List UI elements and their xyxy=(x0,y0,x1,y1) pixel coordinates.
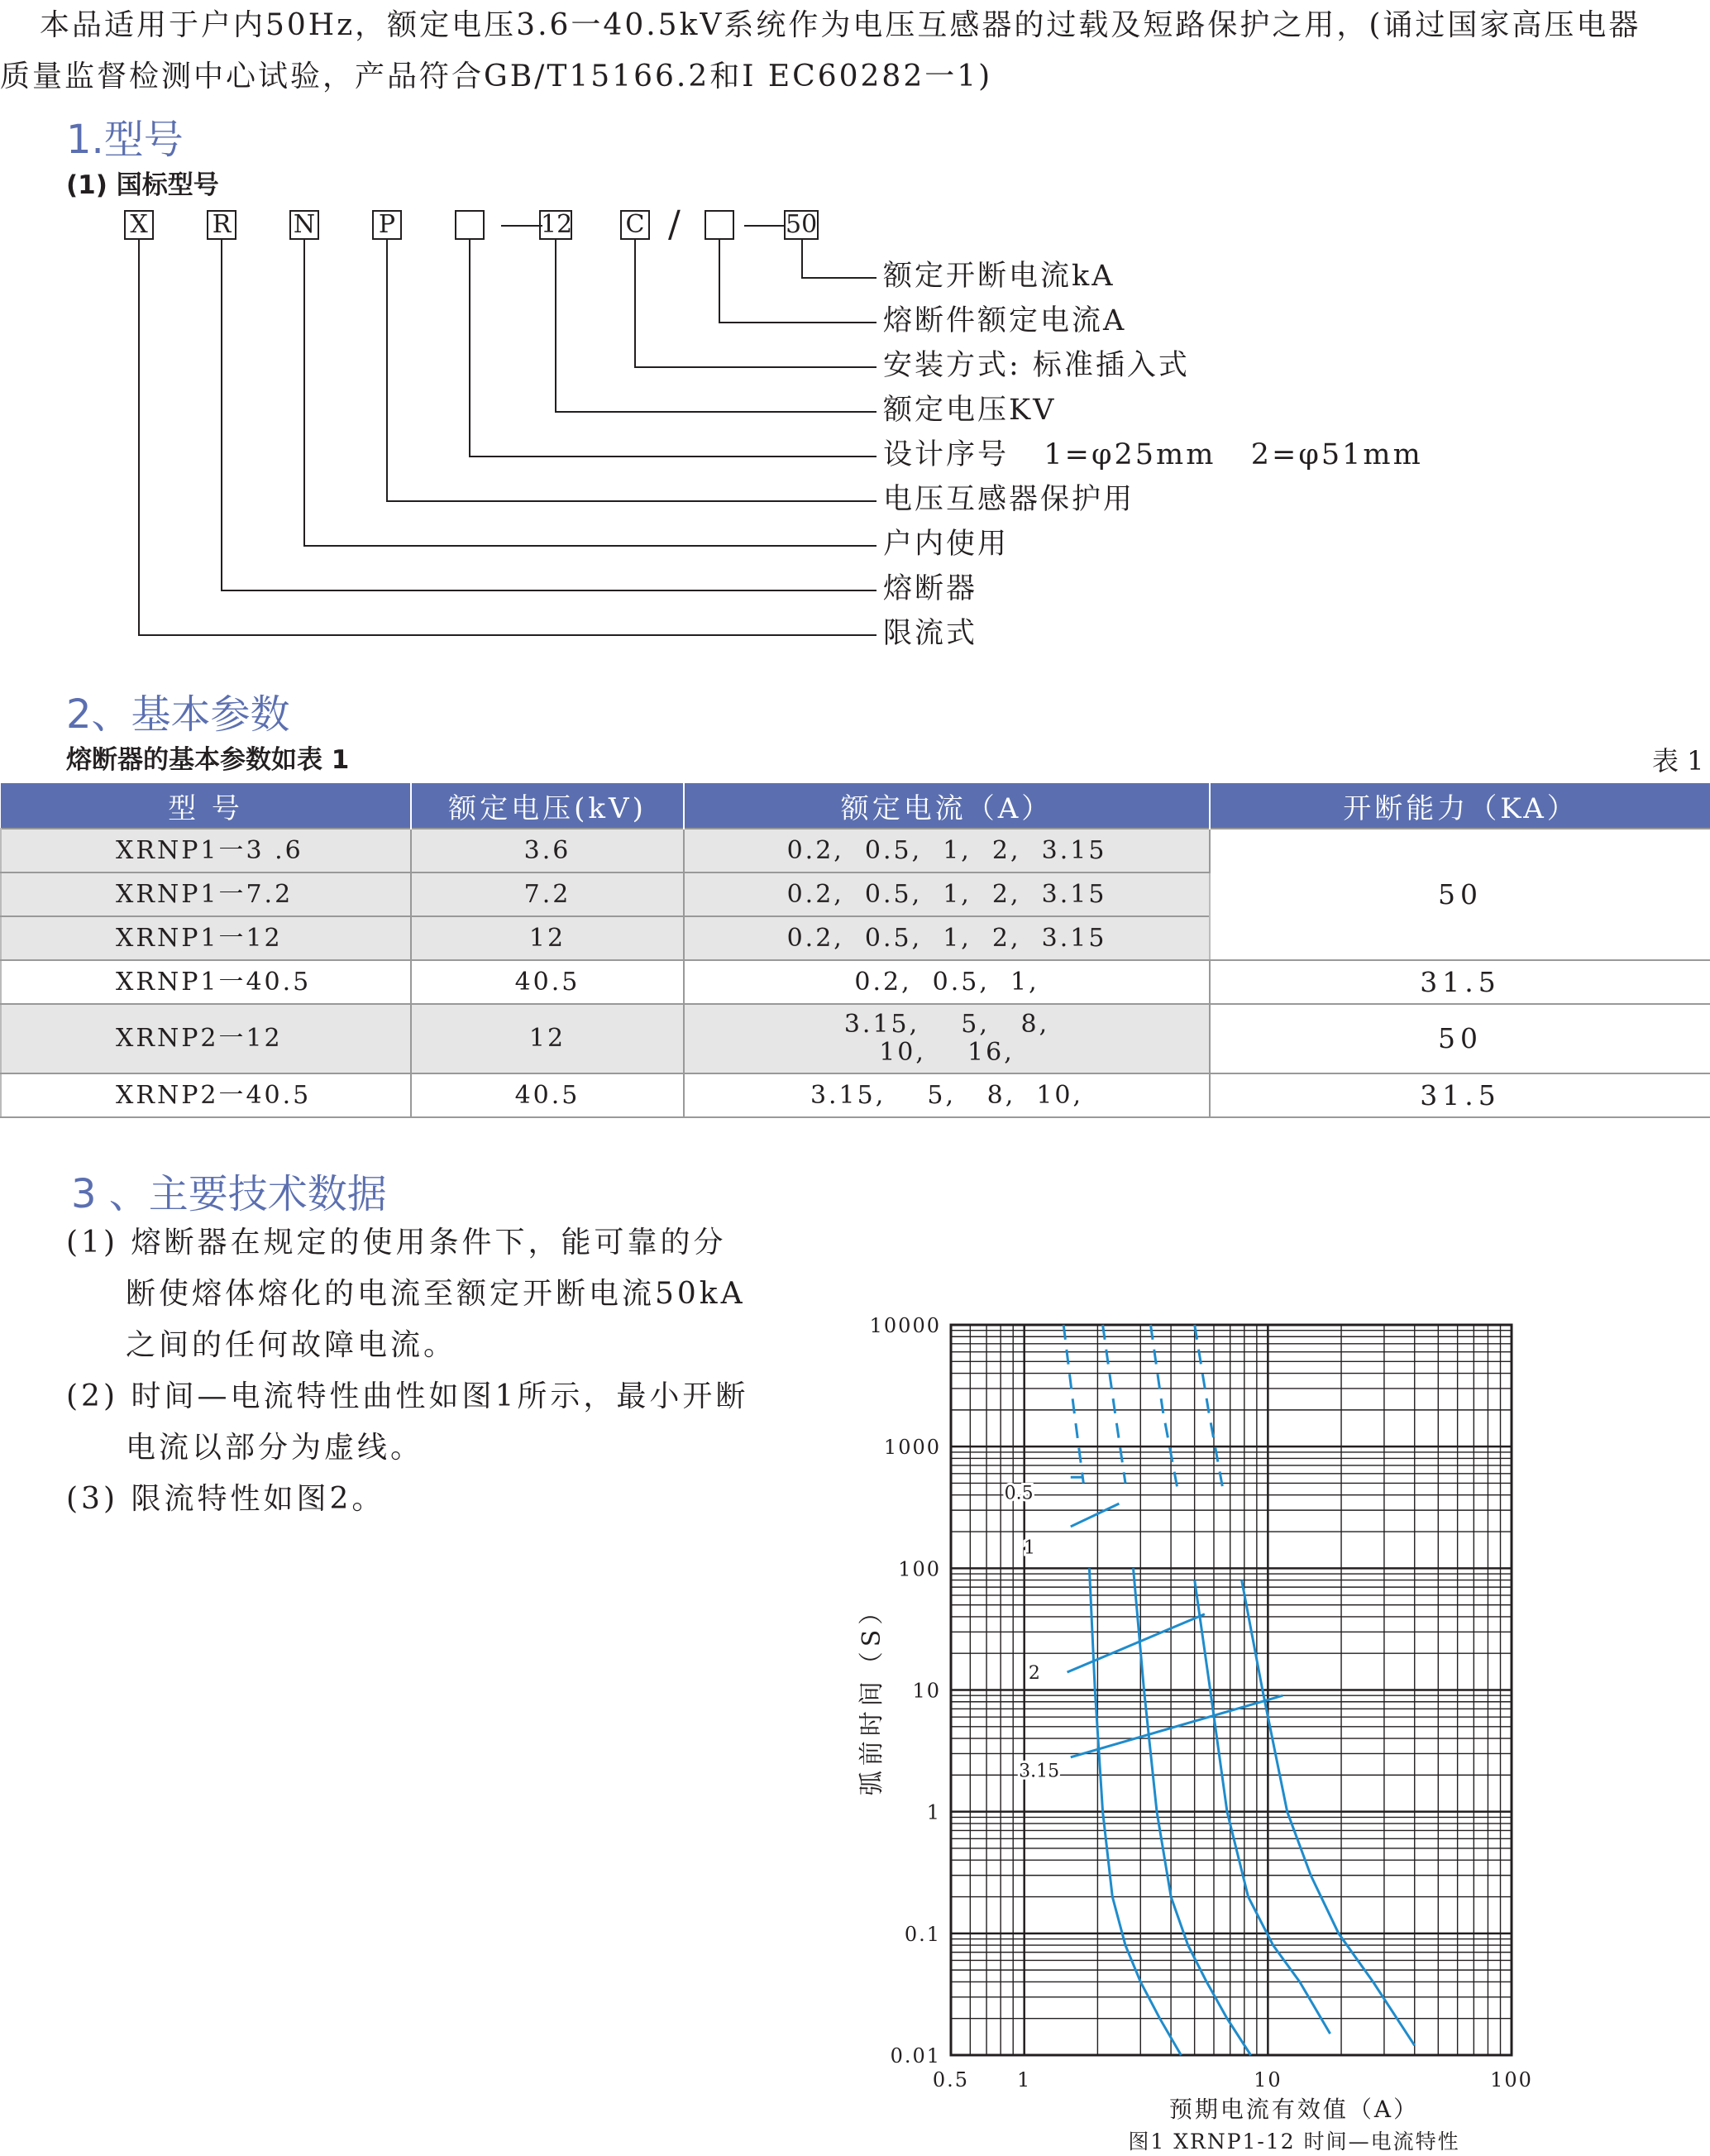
code-slash: / xyxy=(668,203,681,246)
cell-voltage: 40.5 xyxy=(411,1073,684,1117)
chart-curve-labels xyxy=(1005,1477,1283,1781)
y-tick-label: 0.1 xyxy=(904,1922,941,1946)
legend-current-limiting: 限流式 xyxy=(883,617,978,650)
curve-label-1: 1 xyxy=(1023,1537,1035,1559)
cell-model: XRNP1一40.5 xyxy=(1,960,411,1004)
cell-current: 0.2, 0.5, 1, xyxy=(684,960,1210,1004)
chart-y-axis-label: 弧前时间（S） xyxy=(857,1594,886,1796)
code-leader-lines xyxy=(0,203,1710,653)
cell-current-line-1: 3.15, 5, 8, xyxy=(843,1010,1050,1039)
code-box-install: C xyxy=(620,210,650,240)
cell-current-multiline xyxy=(684,1004,1210,1073)
cell-current-line-2: 10, 16, xyxy=(879,1038,1015,1067)
cell-current: 0.2, 0.5, 1, 2, 3.15 xyxy=(684,916,1210,960)
code-box-p: P xyxy=(372,210,402,240)
tech-data-list xyxy=(66,1217,777,1525)
legend-rated-voltage: 额定电压KV xyxy=(883,394,1057,427)
tech-item-1-line-2: 断使熔体熔化的电流至额定开断电流50kA xyxy=(126,1277,746,1311)
tech-item-1-line-1: (1) 熔断器在规定的使用条件下，能可靠的分 xyxy=(66,1226,727,1260)
cell-capacity: 31.5 xyxy=(1210,1073,1710,1117)
table-header-row xyxy=(1,783,1710,829)
cell-model: XRNP2一12 xyxy=(1,1004,411,1073)
tech-item-3-line-1: (3) 限流特性如图2。 xyxy=(66,1482,385,1516)
chart-title: 图1 XRNP1-12 时间—电流特性 xyxy=(1128,2130,1460,2154)
cell-model: XRNP1一7.2 xyxy=(1,872,411,916)
y-tick-label: 10 xyxy=(912,1679,941,1703)
y-tick-label: 0.01 xyxy=(890,2044,941,2068)
code-box-n: N xyxy=(289,210,319,240)
parameter-table xyxy=(0,783,1710,1118)
intro-line-1: 本品适用于户内50Hz，额定电压3.6一40.5kV系统作为电压互感器的过载及短路保护之用，(诵过国家高压电器 xyxy=(40,8,1641,42)
curve-2 xyxy=(1195,1580,1330,2034)
table-row xyxy=(1,1073,1710,1117)
cell-current: 0.2, 0.5, 1, 2, 3.15 xyxy=(684,872,1210,916)
header-model: 型 号 xyxy=(1,783,411,829)
table-row xyxy=(1,829,1710,872)
section-1-title: 1.型号 xyxy=(66,117,184,163)
code-box-voltage: 12 xyxy=(541,210,573,239)
chart-x-ticks xyxy=(933,2068,1533,2091)
cell-voltage: 3.6 xyxy=(411,829,684,872)
header-voltage: 额定电压(kV) xyxy=(411,783,684,829)
legend-rated-current: 熔断件额定电流A xyxy=(883,304,1127,337)
cell-current: 0.2, 0.5, 1, 2, 3.15 xyxy=(684,829,1210,872)
section-2-subtitle: 熔断器的基本参数如表 1 xyxy=(66,745,350,775)
cell-voltage: 12 xyxy=(411,1004,684,1073)
cell-model: XRNP1一3 .6 xyxy=(1,829,411,872)
x-tick-label: 100 xyxy=(1490,2068,1533,2091)
curve-dashed-1 xyxy=(1103,1325,1125,1484)
x-tick-label: 10 xyxy=(1254,2068,1282,2091)
table-row xyxy=(1,1004,1710,1073)
tech-item-2-line-1: (2) 时间—电流特性曲性如图1所示，最小开断 xyxy=(66,1379,749,1413)
section-2-title: 2、基本参数 xyxy=(66,691,290,738)
model-code-diagram xyxy=(0,203,1710,653)
legend-fuse: 熔断器 xyxy=(883,572,978,605)
legend-install-method: 安装方式: 标准插入式 xyxy=(883,349,1190,382)
y-tick-label: 10000 xyxy=(869,1314,941,1337)
curve-label-leader-1 xyxy=(1071,1503,1120,1527)
table-label: 表 1 xyxy=(1652,745,1704,777)
cell-capacity: 31.5 xyxy=(1210,960,1710,1004)
intro-paragraph xyxy=(0,0,1710,103)
legend-indoor: 户内使用 xyxy=(883,528,1010,561)
code-box-breaking: 50 xyxy=(786,210,818,239)
cell-voltage: 12 xyxy=(411,916,684,960)
cell-voltage: 40.5 xyxy=(411,960,684,1004)
curve-label-leader-2 xyxy=(1068,1614,1205,1672)
y-tick-label: 1000 xyxy=(883,1436,941,1460)
tech-item-1-line-3: 之间的任何故障电流。 xyxy=(126,1328,457,1362)
cell-capacity: 50 xyxy=(1210,1004,1710,1073)
header-capacity: 开断能力（KA） xyxy=(1210,783,1710,829)
y-tick-label: 1 xyxy=(926,1800,941,1824)
cell-capacity-merged: 50 xyxy=(1210,829,1710,960)
time-current-chart xyxy=(843,1307,1710,2156)
section-1-subtitle: (1) 国标型号 xyxy=(66,170,219,200)
header-current: 额定电流（A） xyxy=(684,783,1210,829)
code-box-x: X xyxy=(124,210,154,240)
curve-label-2: 2 xyxy=(1028,1662,1040,1684)
cell-model: XRNP2一40.5 xyxy=(1,1073,411,1117)
legend-design-number: 设计序号 1=φ25mm 2=φ51mm xyxy=(883,438,1423,471)
x-tick-label: 1 xyxy=(1017,2068,1032,2091)
cell-current: 3.15, 5, 8, 10, xyxy=(684,1073,1210,1117)
curve-label-0.5: 0.5 xyxy=(1004,1483,1034,1504)
curve-dashed-0.5 xyxy=(1063,1325,1083,1484)
chart-grid xyxy=(951,1325,1512,2055)
table-row xyxy=(1,960,1710,1004)
code-box-r: R xyxy=(207,210,236,240)
cell-voltage: 7.2 xyxy=(411,872,684,916)
y-tick-label: 100 xyxy=(898,1557,941,1581)
intro-line-2: 质量监督检测中心试验，产品符合GB/T15166.2和I EC60282一1) xyxy=(0,60,993,93)
x-tick-label: 0.5 xyxy=(932,2068,970,2091)
cell-model: XRNP1一12 xyxy=(1,916,411,960)
curve-label-3.15: 3.15 xyxy=(1019,1761,1060,1782)
legend-breaking-capacity: 额定开断电流kA xyxy=(883,260,1115,293)
section-3-title: 3 、主要技术数据 xyxy=(71,1171,387,1217)
chart-x-axis-label: 预期电流有效值（A） xyxy=(1168,2096,1420,2123)
tech-item-2-line-2: 电流以部分为虚线。 xyxy=(126,1431,424,1465)
legend-pt-protection: 电压互感器保护用 xyxy=(883,483,1135,516)
